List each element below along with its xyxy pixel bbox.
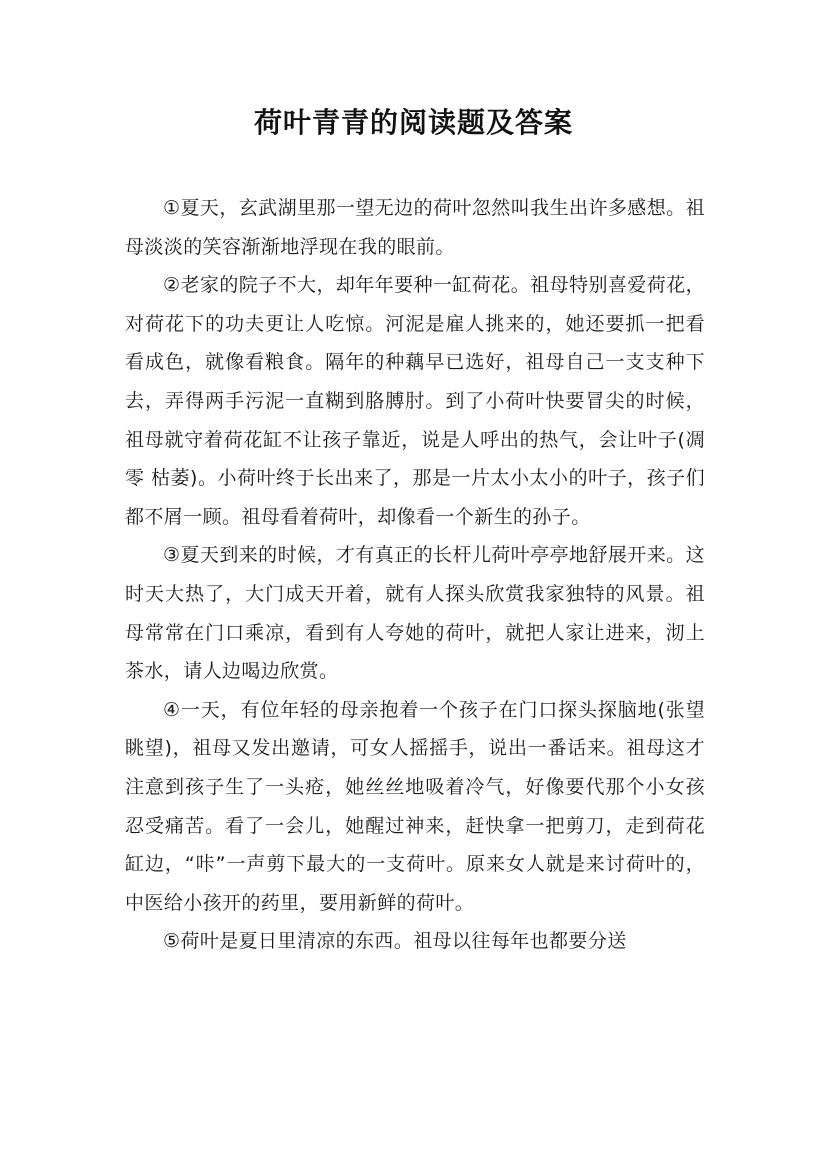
document-title: 荷叶青青的阅读题及答案 xyxy=(253,106,573,139)
paragraph-3: ③夏天到来的时候，才有真正的长杆儿荷叶亭亭地舒展开来。这时天大热了，大门成天开着，就有人探头欣赏我家独特的风景。祖母常常在门口乘凉，看到有人夸她的荷叶，就把人家让进来，沏上茶水，请人边喝边欣赏。 xyxy=(125,544,705,683)
paragraph-5: ⑤荷叶是夏日里清凉的东西。祖母以往每年也都要分送 xyxy=(163,930,627,953)
document-body xyxy=(125,189,705,961)
paragraph-2: ②老家的院子不大，却年年要种一缸荷花。祖母特别喜爱荷花，对荷花下的功夫更让人吃惊。河泥是雇人挑来的，她还要抓一把看看成色，就像看粮食。隔年的种藕早已选好，祖母自己一支支种下去，弄得两手污泥一直糊到胳膊肘。到了小荷叶快要冒尖的时候，祖母就守着荷花缸不让孩子靠近，说是人呼出的热气，会让叶子(凋零 枯萎)。小荷叶终于长出来了，那是一片太小太小的叶子，孩子们都不屑一顾。祖母看着荷叶，却像看一个新生的孙子。 xyxy=(125,274,705,528)
paragraph-1: ①夏天，玄武湖里那一望无边的荷叶忽然叫我生出许多感想。祖母淡淡的笑容渐渐地浮现在我的眼前。 xyxy=(125,197,705,258)
paragraph-4: ④一天，有位年轻的母亲抱着一个孩子在门口探头探脑地(张望 眺望)，祖母又发出邀请，可女人摇摇手，说出一番话来。祖母这才注意到孩子生了一头疮，她丝丝地吸着冷气，好像要代那个小女孩忍受痛苦。看了一会儿，她醒过神来，赶快拿一把剪刀，走到荷花缸边，“咔”一声剪下最大的一支荷叶。原来女人就是来讨荷叶的，中医给小孩开的药里，要用新鲜的荷叶。 xyxy=(125,698,705,914)
